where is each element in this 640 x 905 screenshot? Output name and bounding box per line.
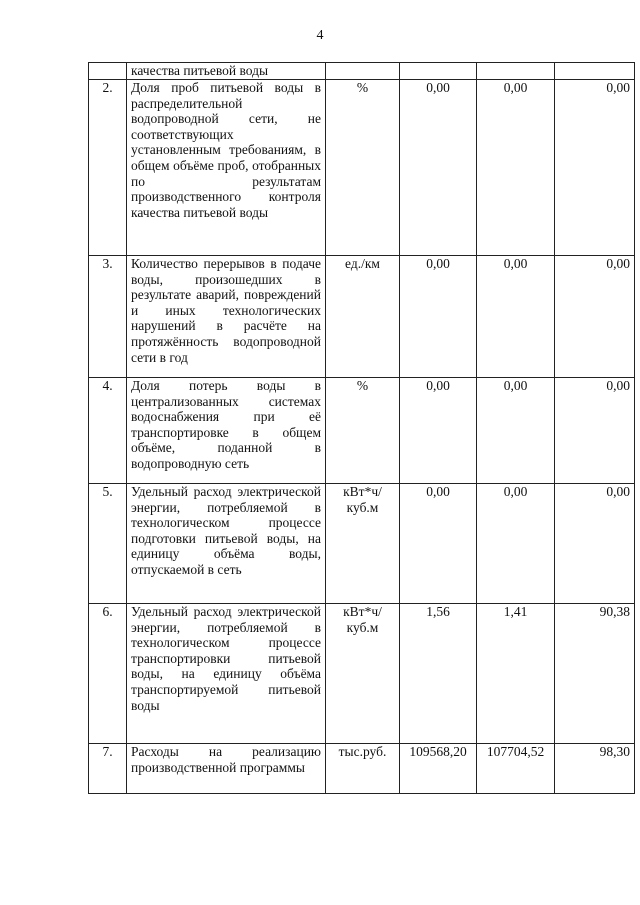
- cell-num: 3.: [89, 256, 127, 378]
- page-number: 4: [316, 28, 324, 43]
- cell-value-1: 1,56: [400, 604, 477, 744]
- cell-value-3: [555, 63, 635, 80]
- cell-value-2: 0,00: [477, 80, 555, 256]
- cell-value-2: 0,00: [477, 256, 555, 378]
- cell-description: Удельный расход электрической энергии, потребляемой в технологическом процессе транспортировки питьевой воды, на единицу объёма транспортируемой питьевой воды: [127, 604, 326, 744]
- cell-value-2: 107704,52: [477, 744, 555, 794]
- cell-value-3: 98,30: [555, 744, 635, 794]
- table-row: [89, 378, 635, 484]
- cell-value-2: [477, 63, 555, 80]
- cell-unit: [326, 63, 400, 80]
- cell-num: 5.: [89, 484, 127, 604]
- cell-value-3: 0,00: [555, 80, 635, 256]
- cell-value-1: 0,00: [400, 484, 477, 604]
- table-row: [89, 484, 635, 604]
- cell-unit: ед./км: [326, 256, 400, 378]
- cell-value-3: 0,00: [555, 378, 635, 484]
- cell-unit: %: [326, 80, 400, 256]
- cell-value-3: 90,38: [555, 604, 635, 744]
- table-row-continuation: [89, 63, 635, 80]
- cell-value-3: 0,00: [555, 484, 635, 604]
- indicators-table: [88, 62, 635, 794]
- cell-value-1: 0,00: [400, 80, 477, 256]
- cell-unit: %: [326, 378, 400, 484]
- cell-num: 2.: [89, 80, 127, 256]
- table-row: [89, 604, 635, 744]
- cell-description: качества питьевой воды: [127, 63, 326, 80]
- cell-value-1: 0,00: [400, 378, 477, 484]
- cell-description: Расходы на реализацию производственной программы: [127, 744, 326, 794]
- cell-value-1: 109568,20: [400, 744, 477, 794]
- table-row: [89, 80, 635, 256]
- cell-num: [89, 63, 127, 80]
- cell-value-1: 0,00: [400, 256, 477, 378]
- table-row: [89, 744, 635, 794]
- cell-num: 6.: [89, 604, 127, 744]
- cell-value-2: 1,41: [477, 604, 555, 744]
- cell-description: Количество перерывов в подаче воды, произошедших в результате аварий, повреждений и иных технологических нарушений в расчёте на протяжённость водопроводной сети в год: [127, 256, 326, 378]
- cell-num: 7.: [89, 744, 127, 794]
- table-row: [89, 256, 635, 378]
- cell-value-2: 0,00: [477, 484, 555, 604]
- cell-unit: кВт*ч/ куб.м: [326, 604, 400, 744]
- cell-value-2: 0,00: [477, 378, 555, 484]
- cell-value-3: 0,00: [555, 256, 635, 378]
- cell-description: Доля проб питьевой воды в распределительной водопроводной сети, не соответствующих установленным требованиям, в общем объёме проб, отобранных по результатам производственного контроля качества питьевой воды: [127, 80, 326, 256]
- cell-unit: кВт*ч/ куб.м: [326, 484, 400, 604]
- cell-unit: тыс.руб.: [326, 744, 400, 794]
- cell-value-1: [400, 63, 477, 80]
- cell-num: 4.: [89, 378, 127, 484]
- cell-description: Удельный расход электрической энергии, потребляемой в технологическом процессе подготовки питьевой воды, на единицу объёма воды, отпускаемой в сеть: [127, 484, 326, 604]
- cell-description: Доля потерь воды в централизованных системах водоснабжения при её транспортировке в общем объёме, поданной в водопроводную сеть: [127, 378, 326, 484]
